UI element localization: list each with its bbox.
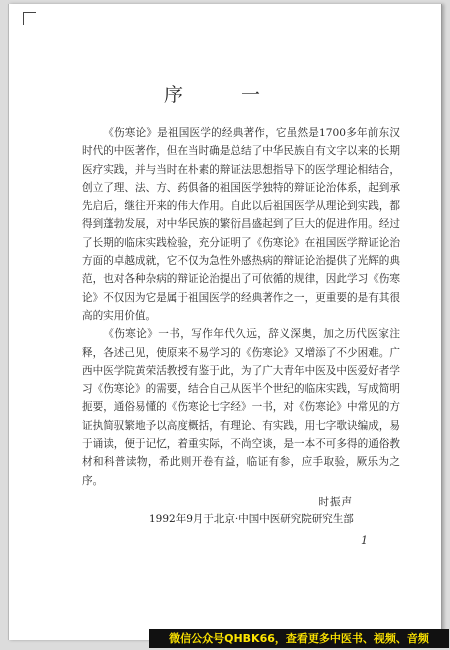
page-number: 1: [361, 534, 368, 547]
crop-mark: [23, 12, 36, 25]
document-page: [8, 4, 442, 640]
paragraph: 《伤寒论》一书，写作年代久远，辞义深奥，加之历代医家注释，各述己见，使原来不易学习的《伤寒论》又增添了不少困难。广西中医学院黄荣活教授有鉴于此，为了广大青年中医及中医爱好者学习《伤寒论》的需要，结合自己从医半个世纪的临床实践，写成简明扼要，通俗易懂的《伤寒论七字经》一书，对《伤寒论》中常见的方证执简驭繁地予以高度概括，有理论、有实践，用七字歌诀编成，易于诵读，便于记忆，着重实际，不尚空谈，是一本不可多得的通俗教材和科普读物，希此则开卷有益，临证有参，应手取验，厥乐为之序。: [82, 328, 400, 487]
preface-body: [82, 124, 400, 490]
paragraph: 《伤寒论》是祖国医学的经典著作，它虽然是1700多年前东汉时代的中医著作，但在当时确是总结了中华民族自有文字以来的长期医疗实践，并与当时在朴素的辩证法思想指导下的医学理论相结合，创立了理、法、方、药俱备的祖国医学独特的辩证论治体系，起到承先启后，继往开来的伟大作用。自此以后祖国医学从理论到实践，都得到蓬勃发展，对中华民族的繁衍昌盛起到了巨大的促进作用。经过了长期的临床实践检验，充分证明了《伤寒论》在祖国医学辩证论治方面的卓越成就，它不仅为急性外感热病的辩证论治提供了光辉的典范，也对各种杂病的辩证论治提出了可依循的规律，因此学习《伤寒论》不仅因为它是属于祖国医学的经典著作之一，更重要的是有其很高的实用价值。: [82, 127, 400, 322]
dateline: 1992年9月于北京·中国中医研究院研究生部: [149, 513, 354, 525]
watermark-banner: 微信公众号QHBK66，查看更多中医书、视频、音频: [149, 629, 449, 648]
author-signature: 时振声: [318, 496, 353, 508]
preface-title: 序 一: [163, 84, 287, 106]
